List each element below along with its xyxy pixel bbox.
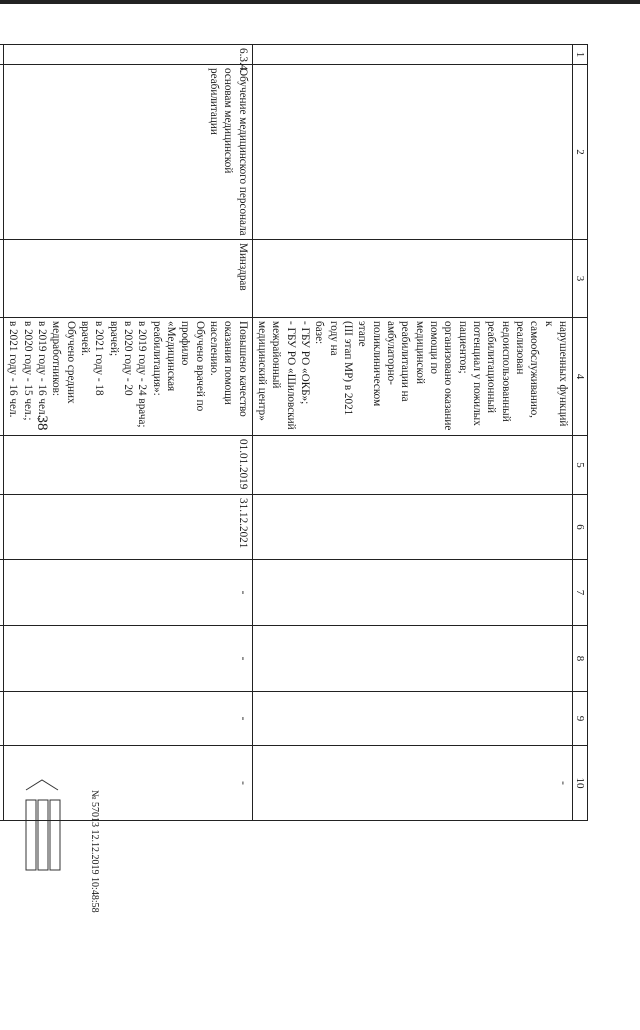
result-cell	[0, 318, 4, 436]
table-row-6-4	[0, 45, 4, 821]
start-date	[0, 436, 4, 495]
plan-table	[0, 44, 588, 821]
header-cell: 4	[572, 318, 587, 436]
measure-name: Обучение медицинского персонала основам медицинской реабилитации	[4, 65, 253, 240]
page-number: 38	[34, 415, 50, 431]
registration-footer: № 57013 12.12.2019 10:48:58	[89, 790, 100, 913]
scan-top-edge	[0, 0, 640, 4]
end-date: 31.12.2021	[4, 495, 253, 560]
end-date	[0, 495, 4, 560]
row-number	[0, 45, 4, 65]
result-cell: Повышено качество оказания помощи населению. Обучено врачей по профилю «Медицинская реабилитация»: в 2019 году - 24 врача; в 2020 году - 20 врачей; в 2021 году - 18 врачей. Обучено средних медработников: в 2019 году - 16 чел.; в 2020 году - 15 чел.; в 2021 году - 16 чел.	[4, 318, 253, 436]
cell-dash	[0, 560, 4, 626]
header-cell: 6	[572, 495, 587, 560]
cell-dash: -	[4, 626, 253, 692]
cell-dash: -	[4, 692, 253, 746]
header-cell: 1	[572, 45, 587, 65]
header-cell: 7	[572, 560, 587, 626]
header-cell: 9	[572, 692, 587, 746]
table-row-6-3-4	[4, 45, 253, 821]
cell-dash	[0, 746, 4, 821]
header-cell: 8	[572, 626, 587, 692]
header-cell: 5	[572, 436, 587, 495]
cell-dash	[0, 692, 4, 746]
cell-dash: -	[4, 560, 253, 626]
cell-dash: -	[252, 746, 572, 821]
executor	[0, 240, 4, 318]
header-cell: 2	[572, 65, 587, 240]
result-cell: нарушенных функций к самообслуживанию, реализован недоиспользованный реабилитационный потенциал у пожилых пациентов; организовано оказание помощи по медицинской реабилитации на амбулаторно- поликлиническом этапе (III этап МР) в 2021 году на базе: - ГБУ РО «ОКБ»; - ГБУ РО «Шиловский межрайонный медицинский центр»	[252, 318, 572, 436]
measure-name	[0, 65, 4, 240]
header-cell: 3	[572, 240, 587, 318]
cell-dash	[0, 626, 4, 692]
header-row	[572, 45, 587, 821]
table-row-continuation	[252, 45, 572, 821]
cell-dash: -	[4, 746, 253, 821]
executor: Минздрав	[4, 240, 253, 318]
start-date: 01.01.2019	[4, 436, 253, 495]
header-cell: 10	[572, 746, 587, 821]
row-number: 6.3.4.	[4, 45, 253, 65]
